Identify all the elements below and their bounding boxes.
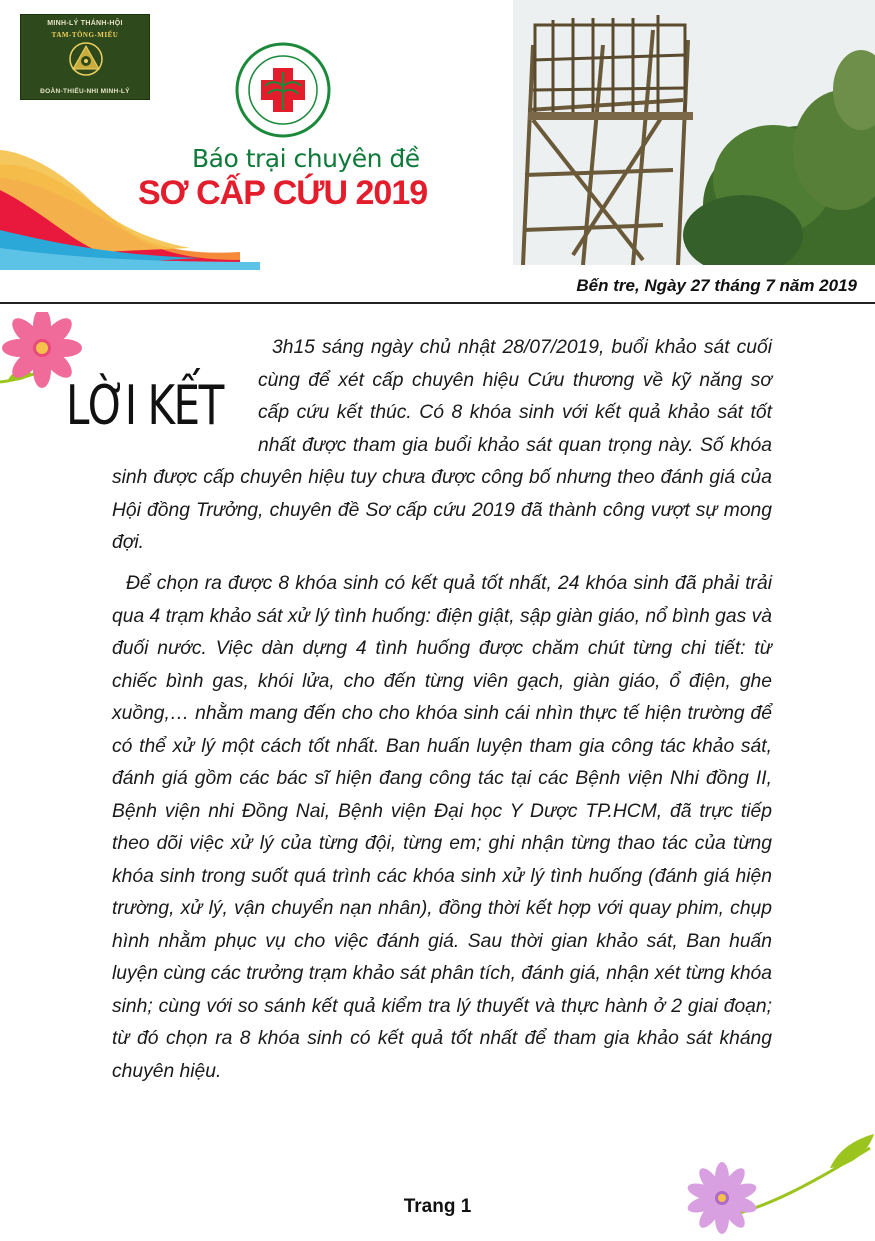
triangle-emblem-icon [68, 41, 104, 77]
organization-logo [20, 14, 150, 100]
heading-float-space [112, 332, 258, 460]
paragraph-1-text: 3h15 sáng ngày chủ nhật 28/07/2019, buổi khảo sát cuối cùng để xét cấp chuyên hiệu Cứu thương về kỹ năng sơ cấp cứu kết thúc. Có 8 khóa sinh với kết quả khảo sát tốt nhất được tham gia buổi khảo sát quan trọng này. Số khóa sinh được cấp chuyên hiệu tuy chưa được công bố nhưng theo đánh giá của Hội đồng Trưởng, chuyên đề Sơ cấp cứu 2019 đã thành công vượt sự mong đợi. [112, 337, 772, 553]
header-divider [0, 302, 875, 304]
date-line: Bến tre, Ngày 27 tháng 7 năm 2019 [576, 276, 857, 295]
paragraph-2-text: Để chọn ra được 8 khóa sinh có kết quả tốt nhất, 24 khóa sinh đã phải trải qua 4 trạm khảo sát xử lý tình huống: điện giật, sập giàn giáo, nổ bình gas và đuối nước. Việc dàn dựng 4 tình huống được chăm chút từng chi tiết: từ chiếc bình gas, khói lửa, cho đến từng viên gạch, giàn giáo, ổ điện, ghe xuồng,… nhằm mang đến cho cho khóa sinh cái nhìn thực tế hiện trường để có thể xử lý một cách tốt nhất. Ban huấn luyện tham gia công tác khảo sát, đánh giá gồm các bác sĩ hiện đang công tác tại các Bệnh viện Nhi đồng II, Bệnh viện nhi Đồng Nai, Bệnh viện Đại học Y Dược TP.HCM, đã trực tiếp theo dõi việc xử lý của từng đội, từng em; ghi nhận từng thao tác của từng khóa sinh trong suốt quá trình các khóa sinh xử lý tình huống (đánh giá hiện trường, xử lý, vận chuyển nạn nhân), đồng thời kết hợp với quay phim, chụp hình nhằm phục vụ cho việc đánh giá. Sau thời gian khảo sát, Ban huấn luyện cùng các trưởng trạm khảo sát phân tích, đánh giá, nhận xét từng khóa sinh; cùng với so sánh kết quả kiểm tra lý thuyết và thực hành ở 2 giai đoạn; từ đó chọn ra 8 khóa sinh có kết quả tốt nhất để tham gia khảo sát kháng chuyên hiệu. [112, 573, 772, 1082]
bamboo-tower-photo [513, 0, 875, 265]
lilac-flower-icon [680, 1128, 875, 1241]
red-cross-camp-emblem-icon [235, 42, 331, 138]
org-logo-line1: MINH-LÝ THÁNH-HỘI [47, 20, 123, 27]
body-paragraph-2 [112, 568, 772, 1088]
section-heading: LỜI KẾT [66, 374, 223, 437]
page-number: Trang 1 [403, 1196, 472, 1217]
camp-subtitle: Báo trại chuyên đề [192, 144, 420, 173]
camp-title: SƠ CẤP CỨU 2019 [138, 174, 428, 212]
org-logo-line3: ĐOÀN-THIẾU-NHI MINH-LÝ [40, 88, 130, 95]
org-logo-line2: TAM-TÔNG-MIẾU [51, 31, 119, 39]
body-paragraph-1 [112, 332, 772, 560]
